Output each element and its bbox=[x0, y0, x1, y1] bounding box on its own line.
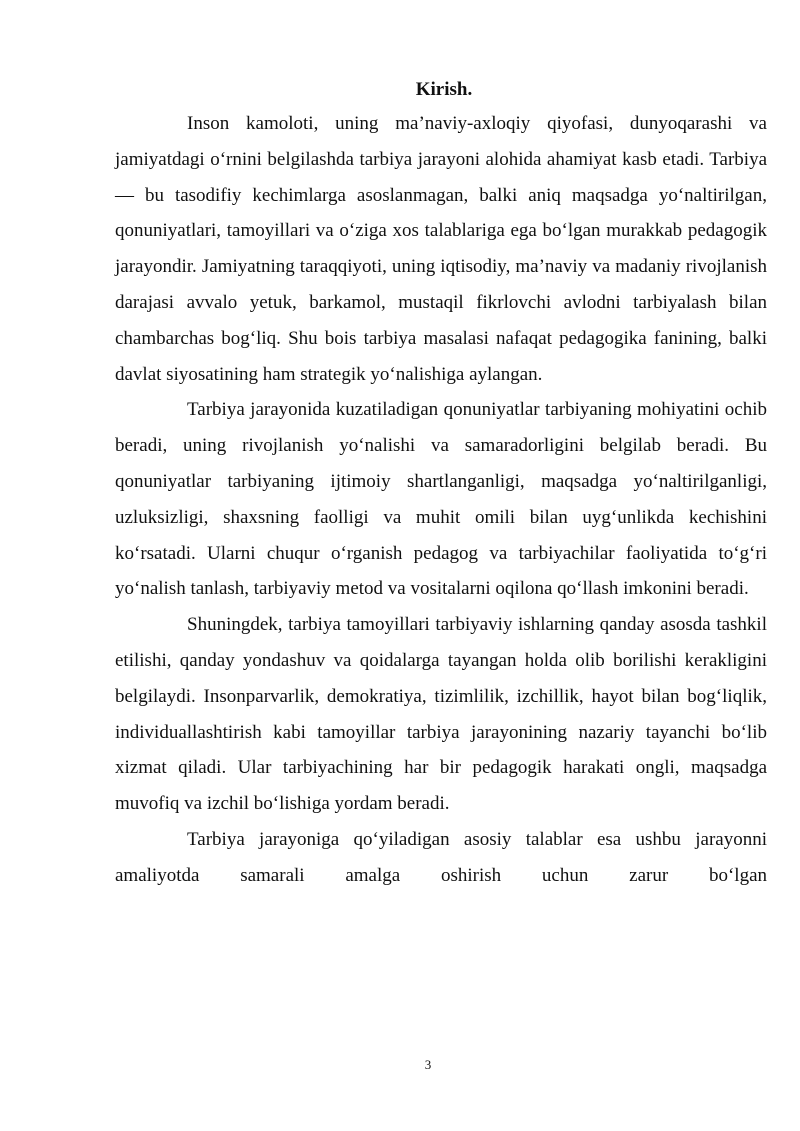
document-body bbox=[115, 76, 767, 894]
paragraph-2: Tarbiya jarayonida kuzatiladigan qonuniyatlar tarbiyaning mohiyatini ochib beradi, uning rivojlanish yo‘nalishi va samaradorligini belgilab beradi. Bu qonuniyatlar tarbiyaning ijtimoiy shartlanganligi, maqsadga yo‘naltirilganligi, uzluksizligi, shaxsning faolligi va muhit omili bilan uyg‘unlikda kechishini ko‘rsatadi. Ularni chuqur o‘rganish pedagog va tarbiyachilar faoliyatida to‘g‘ri yo‘nalish tanlash, tarbiyaviy metod va vositalarni oqilona qo‘llash imkonini beradi. bbox=[115, 399, 767, 600]
page-number: 3 bbox=[424, 1057, 432, 1072]
paragraph-4: Tarbiya jarayoniga qo‘yiladigan asosiy talablar esa ushbu jarayonni amaliyotda samarali amalga oshirish uchun zarur bo‘lgan bbox=[115, 828, 767, 886]
paragraph-3: Shuningdek, tarbiya tamoyillari tarbiyaviy ishlarning qanday asosda tashkil etilishi, qanday yondashuv va qoidalarga tayangan holda olib borilishi kerakligini belgilaydi. Insonparvarlik, demokratiya, tizimlilik, izchillik, hayot bilan bog‘liqlik, individuallashtirish kabi tamoyillar tarbiya jarayonining nazariy tayanchi bo‘lib xizmat qiladi. Ular tarbiyachining har bir pedagogik harakati ongli, maqsadga muvofiq va izchil bo‘lishiga yordam beradi. bbox=[115, 614, 767, 815]
section-title: Kirish. bbox=[415, 79, 473, 100]
paragraph-1: Inson kamoloti, uning ma’naviy-axloqiy qiyofasi, dunyoqarashi va jamiyatdagi o‘rnini belgilashda tarbiya jarayoni alohida ahamiyat kasb etadi. Tarbiya — bu tasodifiy kechimlarga asoslanmagan, balki aniq maqsadga yo‘naltirilgan, qonuniyatlari, tamoyillari va o‘ziga xos talablariga ega bo‘lgan murakkab pedagogik jarayondir. Jamiyatning taraqqiyoti, uning iqtisodiy, ma’naviy va madaniy rivojlanish darajasi avvalo yetuk, barkamol, mustaqil fikrlovchi avlodni tarbiyalash bilan chambarchas bog‘liq. Shu bois tarbiya masalasi nafaqat pedagogika fanining, balki davlat siyosatining ham strategik yo‘nalishiga aylangan. bbox=[115, 113, 767, 385]
